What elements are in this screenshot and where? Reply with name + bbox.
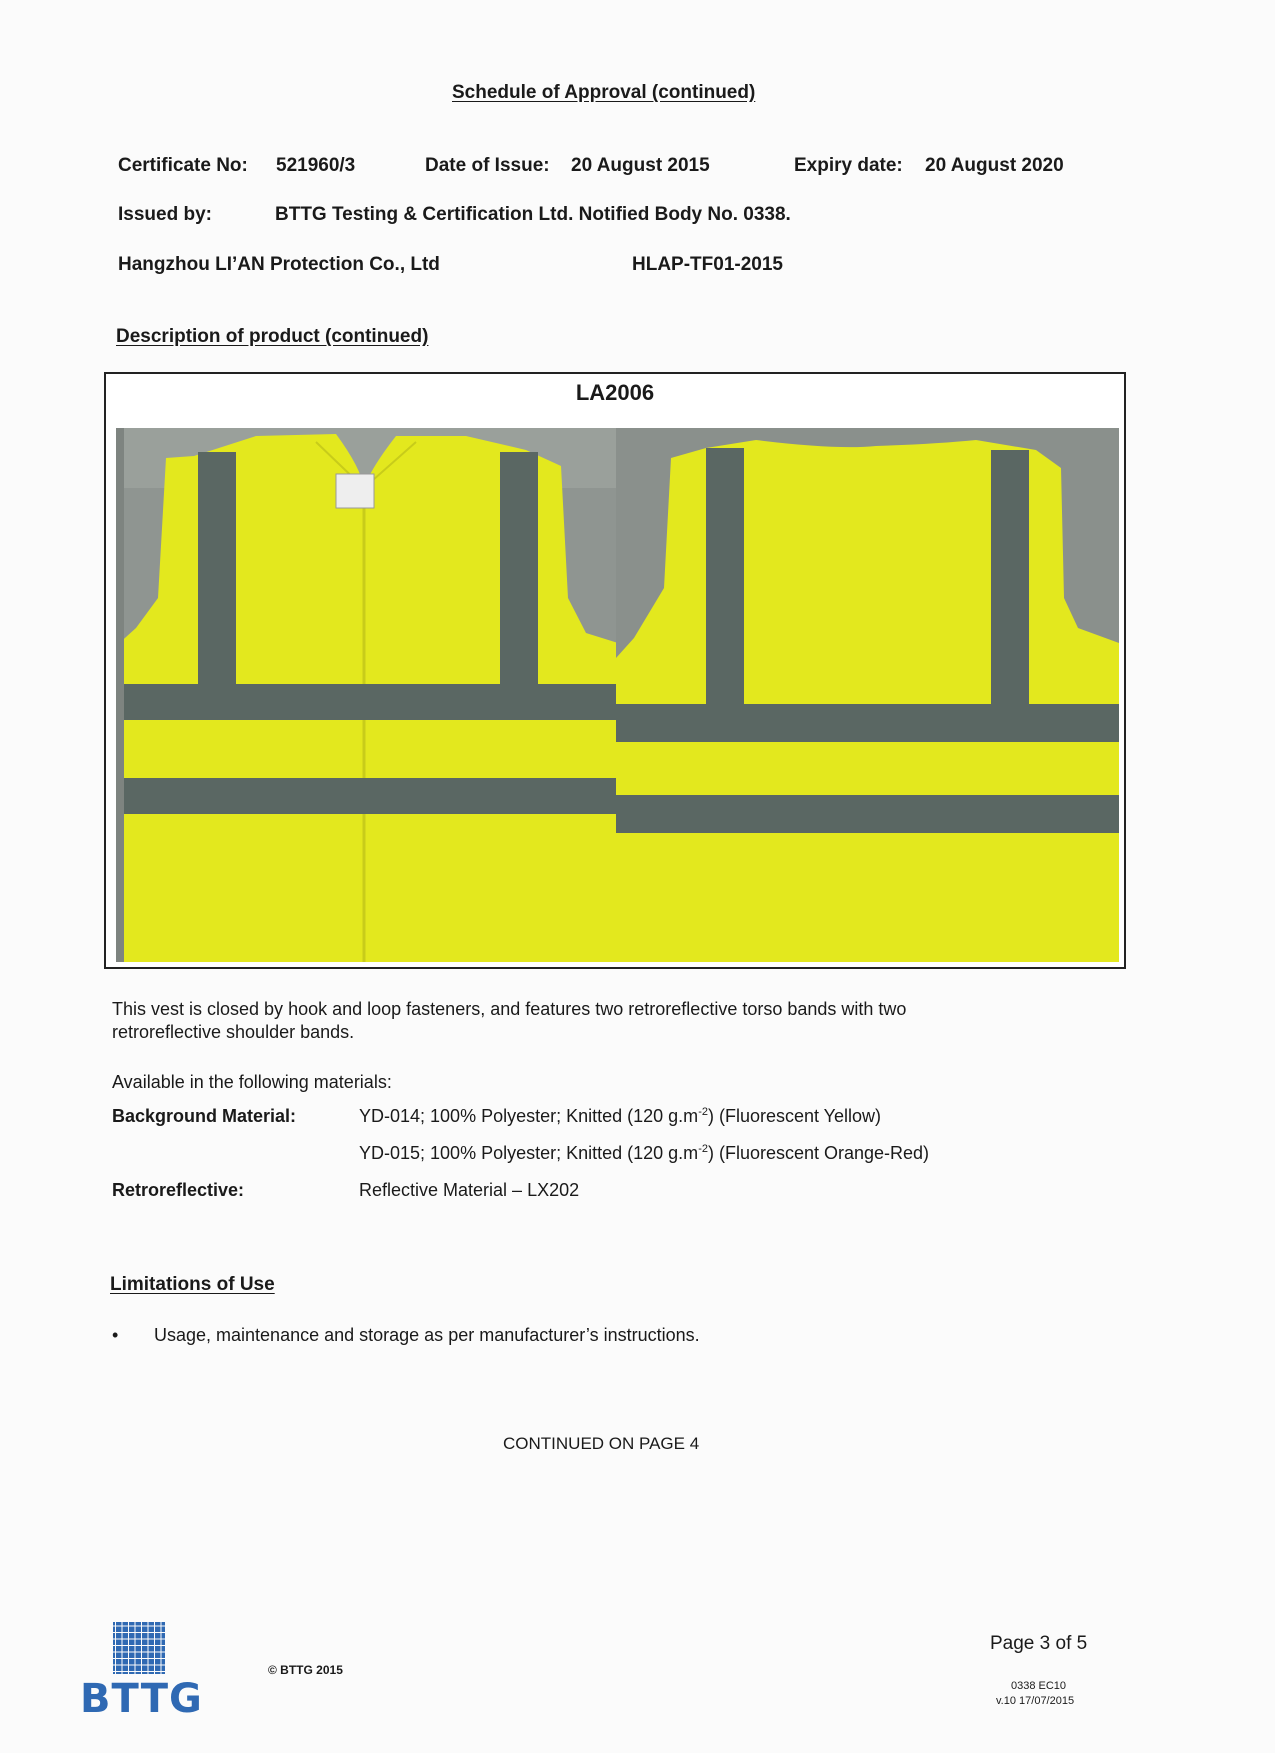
materials-intro: Available in the following materials: [112,1072,392,1092]
description-heading: Description of product (continued) [116,326,429,347]
certificate-number: 521960/3 [276,155,356,176]
issued-by: BTTG Testing & Certification Ltd. Notified Body No. 0338. [275,204,791,225]
limitations-heading: Limitations of Use [110,1274,275,1295]
bg2-text: YD-015; 100% Polyester; Knitted (120 g.m [359,1143,699,1163]
product-image-frame [104,372,1126,969]
vest-front-photo [116,428,618,962]
copyright: © BTTG 2015 [268,1663,343,1677]
issue-date-label: Date of Issue: [425,155,550,176]
expiry-date: 20 August 2020 [925,155,1064,176]
background-material-1 [359,1106,881,1127]
document-reference: HLAP-TF01-2015 [632,254,783,275]
bullet-icon: • [112,1325,119,1345]
product-code: LA2006 [575,380,655,405]
certificate-label: Certificate No: [118,155,248,176]
page-number: Page 3 of 5 [990,1633,1088,1654]
bg2-tail: ) (Fluorescent Orange-Red) [707,1143,930,1163]
limitation-text: Usage, maintenance and storage as per manufacturer’s instructions. [154,1325,700,1345]
background-material-2 [359,1143,929,1164]
retroreflective-label: Retroreflective: [112,1180,245,1200]
background-material-label: Background Material: [112,1106,297,1126]
issue-date: 20 August 2015 [571,155,710,176]
form-version: v.10 17/07/2015 [996,1695,1075,1707]
vest-back-photo [616,428,1119,962]
bg1-superscript: -2 [698,1106,708,1118]
page-title: Schedule of Approval (continued) [452,82,756,103]
bg1-tail: ) (Fluorescent Yellow) [707,1106,882,1126]
company-name: Hangzhou LI’AN Protection Co., Ltd [118,254,440,275]
continued-notice: CONTINUED ON PAGE 4 [503,1434,700,1453]
bttg-logo-icon [113,1622,165,1674]
expiry-date-label: Expiry date: [794,155,903,176]
retroreflective-material: Reflective Material – LX202 [359,1180,580,1200]
issued-by-label: Issued by: [118,204,212,225]
description-line-2: retroreflective shoulder bands. [112,1022,355,1042]
form-code: 0338 EC10 [1011,1680,1067,1692]
bttg-logo: BTTG [80,1676,203,1722]
description-line-1: This vest is closed by hook and loop fasteners, and features two retroreflective torso bands with two [112,999,907,1019]
bg2-superscript: -2 [698,1143,708,1155]
list-item [112,1325,700,1346]
bg1-text: YD-014; 100% Polyester; Knitted (120 g.m [359,1106,699,1126]
